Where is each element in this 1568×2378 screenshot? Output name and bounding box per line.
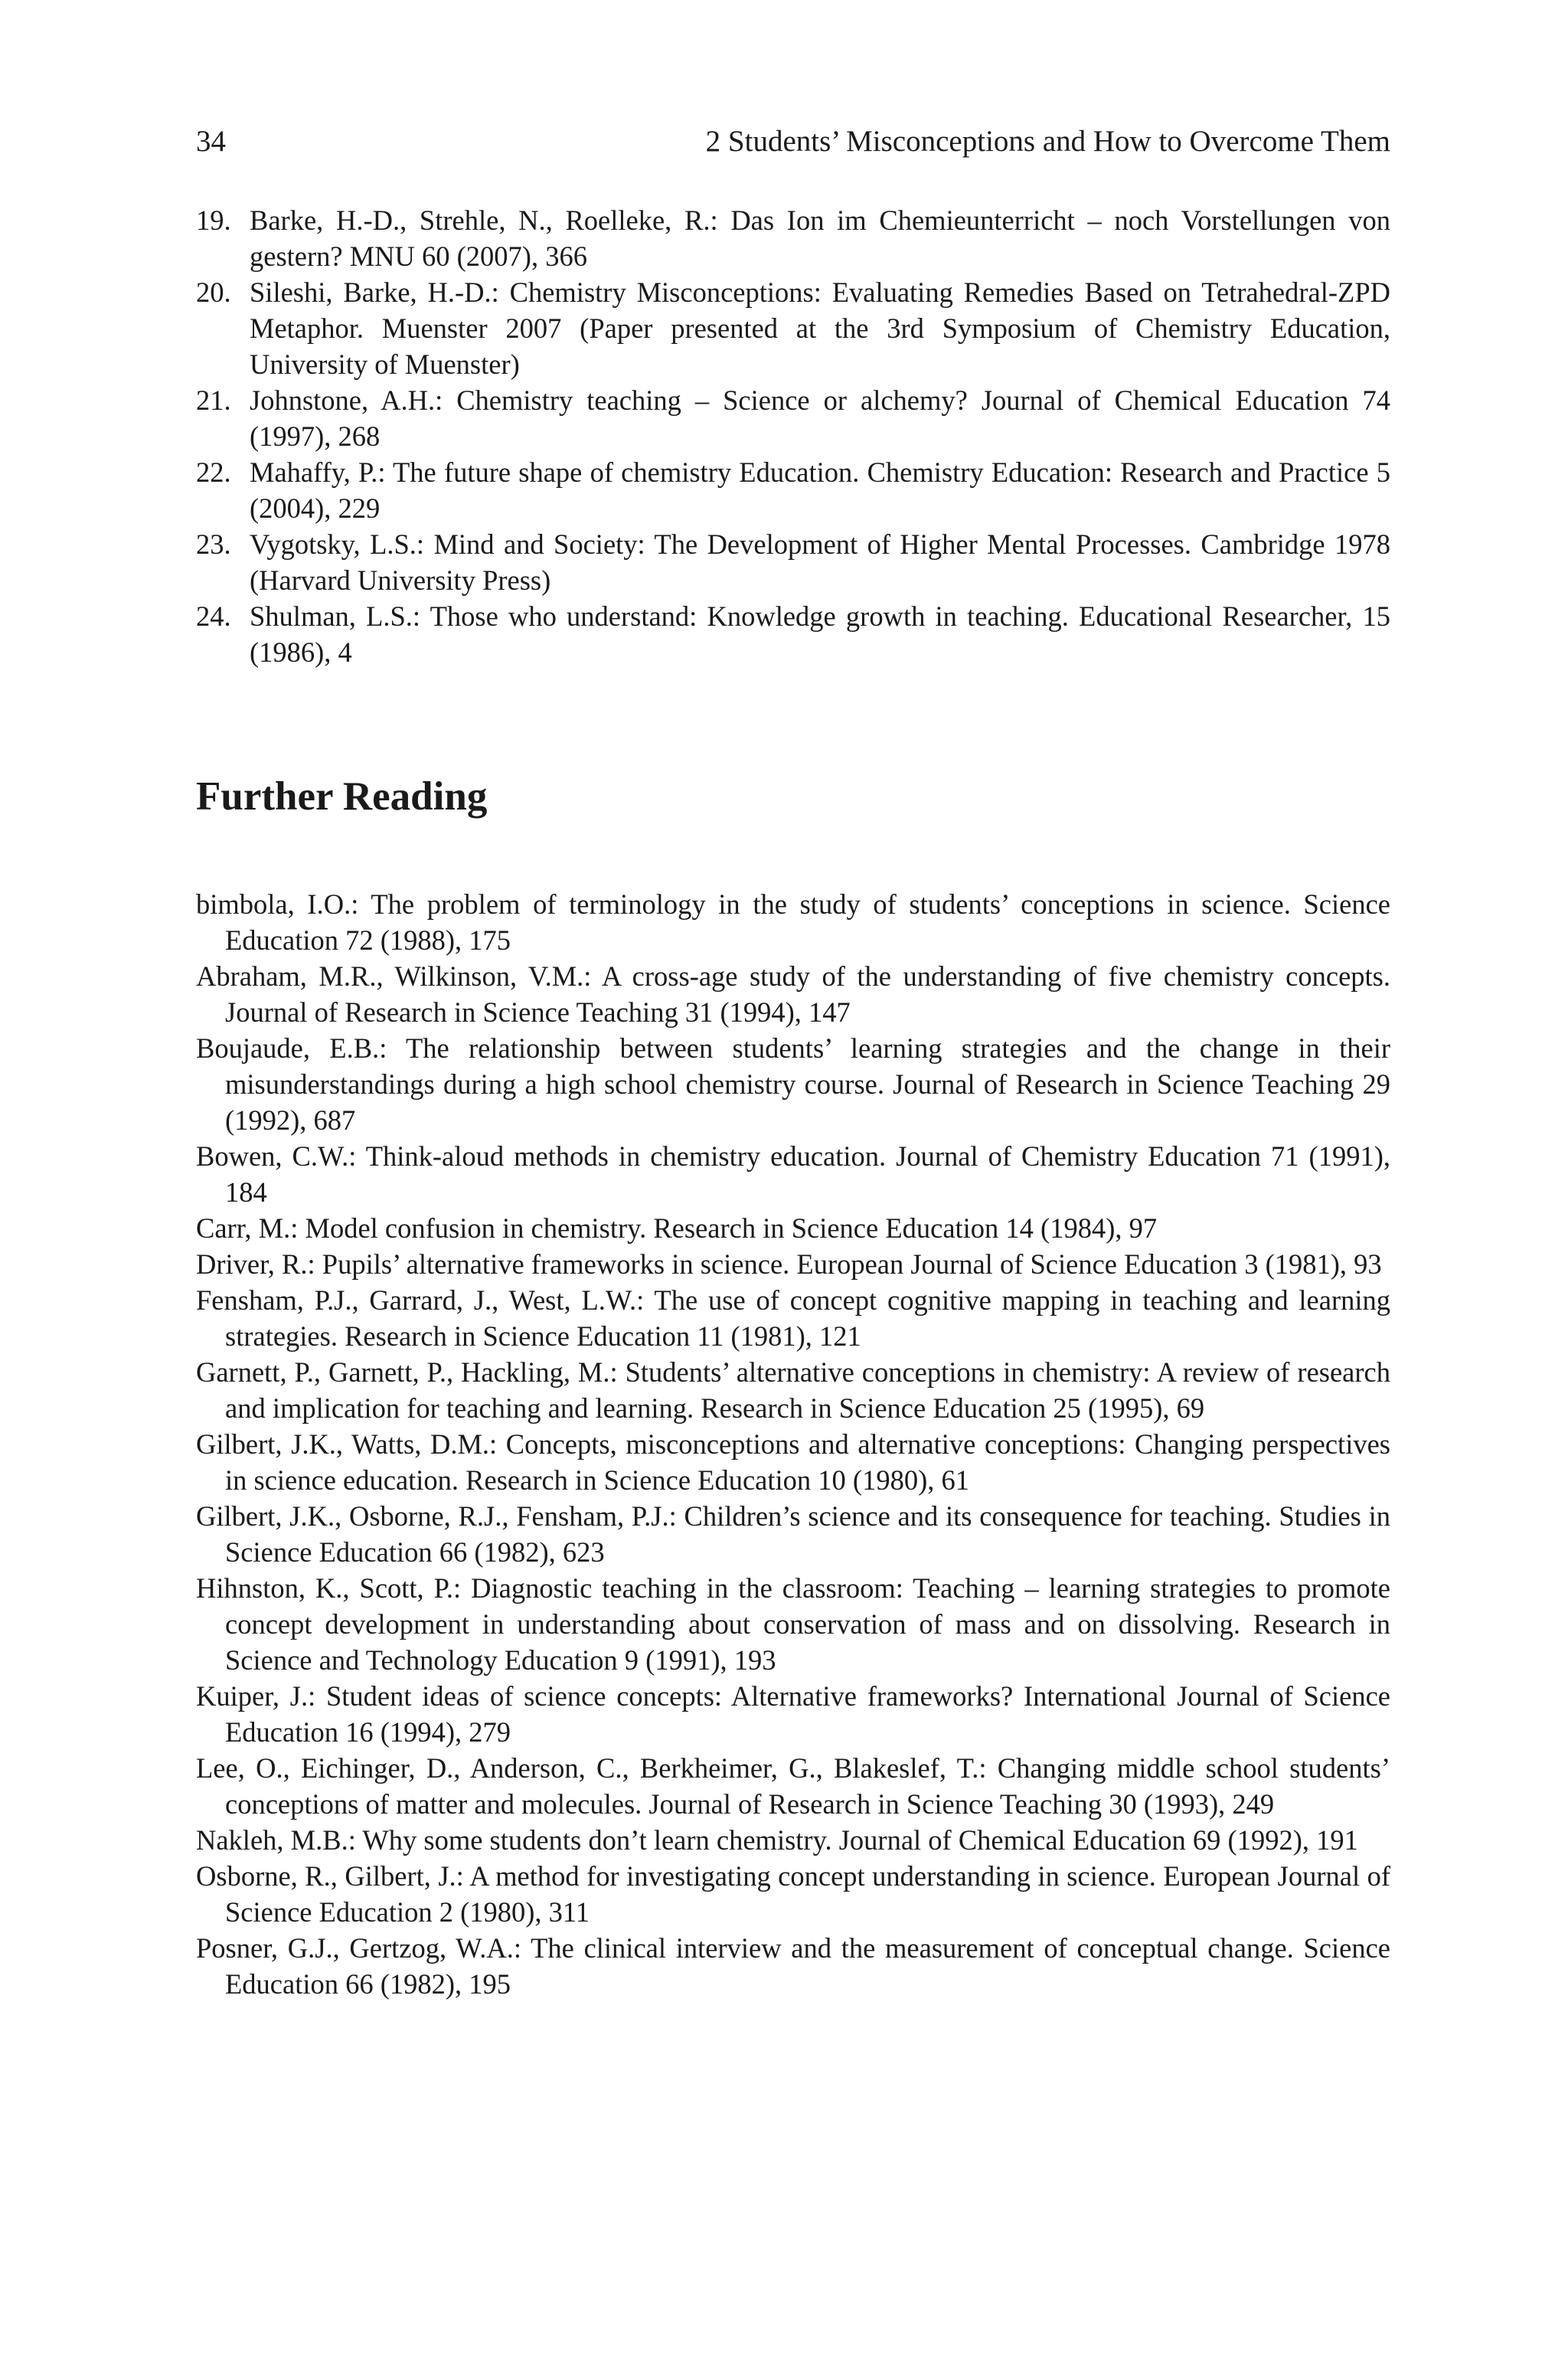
further-reading-item: Gilbert, J.K., Watts, D.M.: Concepts, misconceptions and alternative conceptions: Changing perspectives in science education. Research in Science Education 10 (1980), 61: [196, 1428, 1390, 1496]
further-reading-item: Lee, O., Eichinger, D., Anderson, C., Berkheimer, G., Blakeslef, T.: Changing middle school students’ conceptions of matter and molecules. Journal of Research in Science Teaching 30 (1993), 249: [196, 1752, 1390, 1820]
reference-number: 21.: [196, 384, 231, 416]
reference-number: 20.: [196, 276, 231, 308]
reference-number: 23.: [196, 528, 231, 560]
further-reading-item: Abraham, M.R., Wilkinson, V.M.: A cross-age study of the understanding of five chemistry concepts. Journal of Research in Science Teaching 31 (1994), 147: [196, 960, 1390, 1028]
further-reading-item: Fensham, P.J., Garrard, J., West, L.W.: The use of concept cognitive mapping in teaching and learning strategies. Research in Science Education 11 (1981), 121: [196, 1284, 1390, 1352]
reference-item: [196, 454, 1390, 526]
further-reading-list: [196, 886, 1390, 2002]
page-number: 34: [196, 125, 226, 158]
further-reading-item: Driver, R.: Pupils’ alternative frameworks in science. European Journal of Science Education 3 (1981), 93: [196, 1248, 1382, 1280]
further-reading-item: Nakleh, M.B.: Why some students don’t learn chemistry. Journal of Chemical Education 69 (1992), 191: [196, 1824, 1358, 1856]
chapter-title: 2 Students’ Misconceptions and How to Overcome Them: [705, 125, 1390, 158]
further-reading-item: Hihnston, K., Scott, P.: Diagnostic teaching in the classroom: Teaching – learning strategies to promote concept development in understanding about conservation of mass and on dissolving. Research in Science and Technology Education 9 (1991), 193: [196, 1572, 1390, 1676]
further-reading-item: Carr, M.: Model confusion in chemistry. Research in Science Education 14 (1984), 97: [196, 1212, 1158, 1244]
numbered-reference-list: [196, 202, 1390, 670]
reference-item: [196, 382, 1390, 454]
reference-item: [196, 526, 1390, 598]
reference-item: [196, 274, 1390, 382]
reference-item: [196, 598, 1390, 670]
reference-text: Mahaffy, P.: The future shape of chemistry Education. Chemistry Education: Research and Practice 5 (2004), 229: [250, 456, 1390, 524]
reference-item: [196, 202, 1390, 274]
book-page: [196, 0, 1390, 2378]
reference-number: 19.: [196, 204, 231, 236]
further-reading-item: Garnett, P., Garnett, P., Hackling, M.: Students’ alternative conceptions in chemistry: A review of research and implication for teaching and learning. Research in Science Education 25 (1995), 69: [196, 1356, 1390, 1424]
further-reading-item: Gilbert, J.K., Osborne, R.J., Fensham, P.J.: Children’s science and its consequence for teaching. Studies in Science Education 66 (1982), 623: [196, 1500, 1390, 1568]
reference-text: Vygotsky, L.S.: Mind and Society: The Development of Higher Mental Processes. Cambridge 1978 (Harvard University Press): [250, 528, 1390, 596]
reference-text: Johnstone, A.H.: Chemistry teaching – Science or alchemy? Journal of Chemical Education 74 (1997), 268: [250, 384, 1390, 452]
reference-text: Barke, H.-D., Strehle, N., Roelleke, R.: Das Ion im Chemieunterricht – noch Vorstellungen von gestern? MNU 60 (2007), 366: [250, 204, 1390, 272]
reference-number: 22.: [196, 456, 231, 488]
reference-number: 24.: [196, 600, 231, 632]
reference-text: Sileshi, Barke, H.-D.: Chemistry Misconceptions: Evaluating Remedies Based on Tetrahedral-ZPD Metaphor. Muenster 2007 (Paper presented at the 3rd Symposium of Chemistry Education, University of Muenster): [250, 276, 1390, 380]
running-head: [196, 123, 1390, 161]
further-reading-item: Posner, G.J., Gertzog, W.A.: The clinical interview and the measurement of conceptual change. Science Education 66 (1982), 195: [196, 1932, 1390, 2000]
further-reading-heading: Further Reading: [196, 774, 488, 819]
further-reading-item: bimbola, I.O.: The problem of terminology in the study of students’ conceptions in science. Science Education 72 (1988), 175: [196, 888, 1390, 956]
reference-text: Shulman, L.S.: Those who understand: Knowledge growth in teaching. Educational Researcher, 15 (1986), 4: [250, 600, 1390, 668]
further-reading-item: Boujaude, E.B.: The relationship between students’ learning strategies and the change in their misunderstandings during a high school chemistry course. Journal of Research in Science Teaching 29 (1992), 687: [196, 1032, 1390, 1136]
further-reading-item: Osborne, R., Gilbert, J.: A method for investigating concept understanding in science. European Journal of Science Education 2 (1980), 311: [196, 1860, 1390, 1928]
further-reading-item: Kuiper, J.: Student ideas of science concepts: Alternative frameworks? International Journal of Science Education 16 (1994), 279: [196, 1680, 1390, 1748]
further-reading-item: Bowen, C.W.: Think-aloud methods in chemistry education. Journal of Chemistry Education 71 (1991), 184: [196, 1140, 1390, 1208]
